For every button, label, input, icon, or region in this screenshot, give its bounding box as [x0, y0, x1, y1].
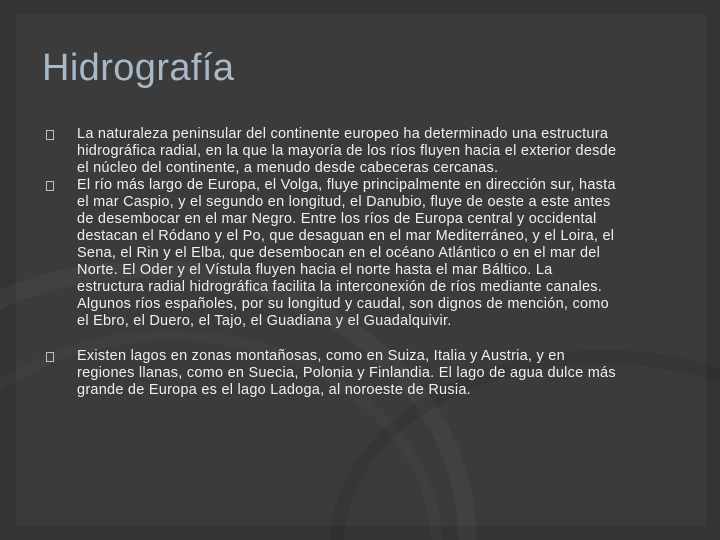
bullet-text: El río más largo de Europa, el Volga, fluye principalmente en dirección sur, hasta el mar Caspio, y el segundo en longitud, el Danubio, fluye de oeste a este antes de desembocar en el mar Negro. Entre los ríos de Europa central y occidental destacan el Ródano y el Po, que desaguan en el mar Mediterráneo, y el Loira, el Sena, el Rin y el Elba, que desembocan en el océano Atlántico o en el mar del Norte. El Oder y el Vístula fluyen hacia el norte hasta el mar Báltico. La estructura radial hidrográfica facilita la interconexión de ríos mediante canales. Algunos ríos españoles, por su longitud y caudal, son dignos de mención, como el Ebro, el Duero, el Tajo, el Guadiana y el Guadalquivir. [77, 177, 616, 329]
bullet-item [46, 348, 621, 399]
bullet-text: La naturaleza peninsular del continente europeo ha determinado una estructura hidrográfica radial, en la que la mayoría de los ríos fluyen hacia el exterior desde el núcleo del continente, a menudo desde cabeceras cercanas. [77, 126, 617, 176]
square-bullet-icon [46, 130, 54, 140]
bullet-text: Existen lagos en zonas montañosas, como en Suiza, Italia y Austria, y en regiones llanas, como en Suecia, Polonia y Finlandia. El lago de agua dulce más grande de Europa es el lago Ladoga, al noroeste de Rusia. [77, 348, 616, 398]
bullet-list [46, 126, 621, 399]
bullet-item [46, 126, 621, 177]
bullet-item [46, 177, 621, 330]
slide-title: Hidrografía [42, 47, 235, 89]
square-bullet-icon [46, 352, 54, 362]
square-bullet-icon [46, 181, 54, 191]
